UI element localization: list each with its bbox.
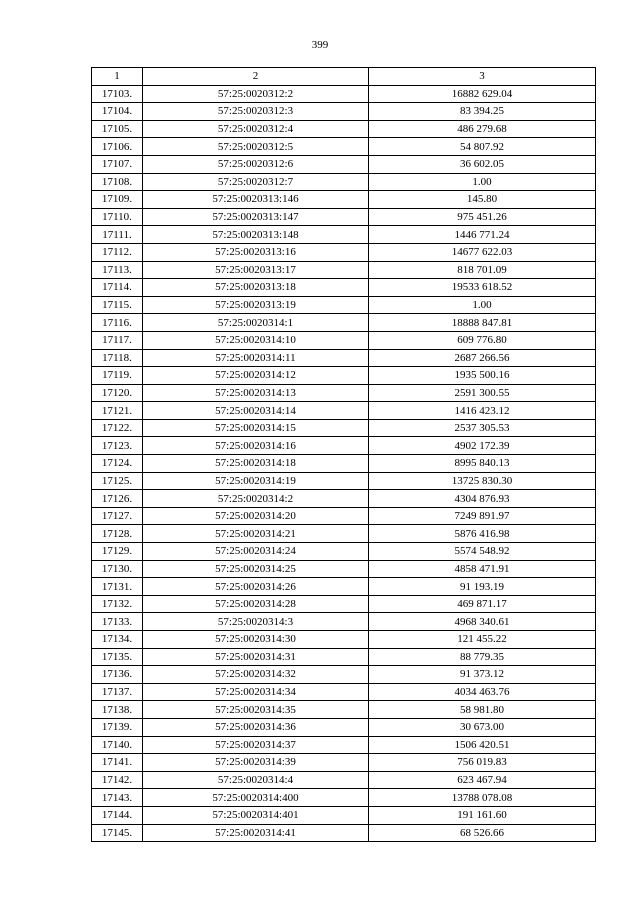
table-body bbox=[92, 85, 596, 842]
cadastral-value-cell: 18888 847.81 bbox=[369, 314, 596, 332]
cadastral-value-cell: 88 779.35 bbox=[369, 648, 596, 666]
cadastral-number-cell: 57:25:0020314:3 bbox=[143, 613, 369, 631]
cadastral-number-cell: 57:25:0020313:148 bbox=[143, 226, 369, 244]
table-row bbox=[92, 631, 596, 649]
cadastral-number-cell: 57:25:0020314:1 bbox=[143, 314, 369, 332]
page-number: 399 bbox=[311, 39, 329, 51]
cadastral-number-cell: 57:25:0020313:146 bbox=[143, 191, 369, 209]
table-row bbox=[92, 595, 596, 613]
column-header-cadastral-number: 2 bbox=[143, 68, 369, 86]
cadastral-value-cell: 975 451.26 bbox=[369, 208, 596, 226]
row-number-cell: 17117. bbox=[92, 331, 143, 349]
table-row bbox=[92, 331, 596, 349]
table-row bbox=[92, 701, 596, 719]
table-row bbox=[92, 191, 596, 209]
column-header-value: 3 bbox=[369, 68, 596, 86]
cadastral-value-cell: 83 394.25 bbox=[369, 103, 596, 121]
table-header-row bbox=[92, 68, 596, 86]
table-row bbox=[92, 314, 596, 332]
cadastral-value-cell: 54 807.92 bbox=[369, 138, 596, 156]
cadastral-value-cell: 121 455.22 bbox=[369, 631, 596, 649]
table-row bbox=[92, 613, 596, 631]
cadastral-number-cell: 57:25:0020314:30 bbox=[143, 631, 369, 649]
table-row bbox=[92, 419, 596, 437]
cadastral-value-cell: 623 467.94 bbox=[369, 771, 596, 789]
cadastral-number-cell: 57:25:0020314:13 bbox=[143, 384, 369, 402]
cadastral-number-cell: 57:25:0020314:18 bbox=[143, 455, 369, 473]
cadastral-number-cell: 57:25:0020314:24 bbox=[143, 543, 369, 561]
cadastral-number-cell: 57:25:0020314:26 bbox=[143, 578, 369, 596]
table-row bbox=[92, 384, 596, 402]
row-number-cell: 17130. bbox=[92, 560, 143, 578]
cadastral-value-cell: 1.00 bbox=[369, 296, 596, 314]
table-row bbox=[92, 666, 596, 684]
cadastral-number-cell: 57:25:0020314:39 bbox=[143, 754, 369, 772]
cadastral-value-cell: 2537 305.53 bbox=[369, 419, 596, 437]
table-row bbox=[92, 736, 596, 754]
cadastral-number-cell: 57:25:0020314:19 bbox=[143, 472, 369, 490]
table-row bbox=[92, 367, 596, 385]
cadastral-value-cell: 13788 078.08 bbox=[369, 789, 596, 807]
cadastral-number-cell: 57:25:0020314:35 bbox=[143, 701, 369, 719]
row-number-cell: 17115. bbox=[92, 296, 143, 314]
cadastral-number-cell: 57:25:0020314:41 bbox=[143, 824, 369, 842]
cadastral-number-cell: 57:25:0020314:11 bbox=[143, 349, 369, 367]
table-row bbox=[92, 455, 596, 473]
row-number-cell: 17134. bbox=[92, 631, 143, 649]
cadastral-number-cell: 57:25:0020313:18 bbox=[143, 279, 369, 297]
row-number-cell: 17124. bbox=[92, 455, 143, 473]
table-row bbox=[92, 226, 596, 244]
row-number-cell: 17135. bbox=[92, 648, 143, 666]
column-header-number: 1 bbox=[92, 68, 143, 86]
cadastral-value-cell: 818 701.09 bbox=[369, 261, 596, 279]
cadastral-number-cell: 57:25:0020314:4 bbox=[143, 771, 369, 789]
cadastral-value-cell: 91 193.19 bbox=[369, 578, 596, 596]
cadastral-number-cell: 57:25:0020314:34 bbox=[143, 683, 369, 701]
row-number-cell: 17138. bbox=[92, 701, 143, 719]
table-row bbox=[92, 120, 596, 138]
cadastral-value-cell: 2687 266.56 bbox=[369, 349, 596, 367]
cadastral-number-cell: 57:25:0020314:401 bbox=[143, 806, 369, 824]
cadastral-value-cell: 1446 771.24 bbox=[369, 226, 596, 244]
row-number-cell: 17123. bbox=[92, 437, 143, 455]
table-row bbox=[92, 349, 596, 367]
table-row bbox=[92, 648, 596, 666]
row-number-cell: 17107. bbox=[92, 155, 143, 173]
table-row bbox=[92, 560, 596, 578]
cadastral-number-cell: 57:25:0020313:19 bbox=[143, 296, 369, 314]
table-row bbox=[92, 824, 596, 842]
cadastral-value-cell: 469 871.17 bbox=[369, 595, 596, 613]
table-row bbox=[92, 507, 596, 525]
cadastral-value-cell: 4858 471.91 bbox=[369, 560, 596, 578]
row-number-cell: 17121. bbox=[92, 402, 143, 420]
table-row bbox=[92, 683, 596, 701]
cadastral-value-cell: 8995 840.13 bbox=[369, 455, 596, 473]
cadastral-value-cell: 4304 876.93 bbox=[369, 490, 596, 508]
table-row bbox=[92, 806, 596, 824]
row-number-cell: 17114. bbox=[92, 279, 143, 297]
cadastral-value-cell: 58 981.80 bbox=[369, 701, 596, 719]
cadastral-number-cell: 57:25:0020314:28 bbox=[143, 595, 369, 613]
row-number-cell: 17144. bbox=[92, 806, 143, 824]
cadastral-value-cell: 68 526.66 bbox=[369, 824, 596, 842]
cadastral-value-cell: 1506 420.51 bbox=[369, 736, 596, 754]
cadastral-value-cell: 145.80 bbox=[369, 191, 596, 209]
table-row bbox=[92, 208, 596, 226]
cadastral-number-cell: 57:25:0020314:25 bbox=[143, 560, 369, 578]
table-row bbox=[92, 789, 596, 807]
table-row bbox=[92, 754, 596, 772]
cadastral-number-cell: 57:25:0020312:6 bbox=[143, 155, 369, 173]
cadastral-value-cell: 14677 622.03 bbox=[369, 243, 596, 261]
row-number-cell: 17125. bbox=[92, 472, 143, 490]
cadastral-value-cell: 7249 891.97 bbox=[369, 507, 596, 525]
cadastral-value-cell: 1935 500.16 bbox=[369, 367, 596, 385]
cadastral-number-cell: 57:25:0020314:16 bbox=[143, 437, 369, 455]
cadastral-number-cell: 57:25:0020314:12 bbox=[143, 367, 369, 385]
cadastral-value-cell: 1.00 bbox=[369, 173, 596, 191]
cadastral-value-table bbox=[91, 67, 596, 842]
cadastral-number-cell: 57:25:0020313:17 bbox=[143, 261, 369, 279]
row-number-cell: 17118. bbox=[92, 349, 143, 367]
row-number-cell: 17129. bbox=[92, 543, 143, 561]
cadastral-number-cell: 57:25:0020313:147 bbox=[143, 208, 369, 226]
row-number-cell: 17112. bbox=[92, 243, 143, 261]
cadastral-value-cell: 16882 629.04 bbox=[369, 85, 596, 103]
row-number-cell: 17145. bbox=[92, 824, 143, 842]
cadastral-number-cell: 57:25:0020313:16 bbox=[143, 243, 369, 261]
cadastral-value-cell: 609 776.80 bbox=[369, 331, 596, 349]
table-row bbox=[92, 279, 596, 297]
table-row bbox=[92, 437, 596, 455]
cadastral-value-cell: 2591 300.55 bbox=[369, 384, 596, 402]
cadastral-number-cell: 57:25:0020312:4 bbox=[143, 120, 369, 138]
cadastral-number-cell: 57:25:0020314:31 bbox=[143, 648, 369, 666]
table-row bbox=[92, 243, 596, 261]
cadastral-value-cell: 5574 548.92 bbox=[369, 543, 596, 561]
row-number-cell: 17143. bbox=[92, 789, 143, 807]
cadastral-value-cell: 5876 416.98 bbox=[369, 525, 596, 543]
cadastral-value-cell: 13725 830.30 bbox=[369, 472, 596, 490]
row-number-cell: 17110. bbox=[92, 208, 143, 226]
row-number-cell: 17109. bbox=[92, 191, 143, 209]
table-row bbox=[92, 490, 596, 508]
table-row bbox=[92, 543, 596, 561]
cadastral-number-cell: 57:25:0020312:5 bbox=[143, 138, 369, 156]
table-row bbox=[92, 718, 596, 736]
row-number-cell: 17120. bbox=[92, 384, 143, 402]
cadastral-value-cell: 1416 423.12 bbox=[369, 402, 596, 420]
row-number-cell: 17133. bbox=[92, 613, 143, 631]
row-number-cell: 17128. bbox=[92, 525, 143, 543]
table-row bbox=[92, 578, 596, 596]
cadastral-value-cell: 91 373.12 bbox=[369, 666, 596, 684]
row-number-cell: 17136. bbox=[92, 666, 143, 684]
cadastral-number-cell: 57:25:0020314:37 bbox=[143, 736, 369, 754]
cadastral-number-cell: 57:25:0020314:32 bbox=[143, 666, 369, 684]
cadastral-number-cell: 57:25:0020314:36 bbox=[143, 718, 369, 736]
cadastral-number-cell: 57:25:0020314:15 bbox=[143, 419, 369, 437]
row-number-cell: 17116. bbox=[92, 314, 143, 332]
cadastral-value-cell: 4968 340.61 bbox=[369, 613, 596, 631]
row-number-cell: 17139. bbox=[92, 718, 143, 736]
cadastral-value-cell: 191 161.60 bbox=[369, 806, 596, 824]
row-number-cell: 17119. bbox=[92, 367, 143, 385]
cadastral-value-cell: 4034 463.76 bbox=[369, 683, 596, 701]
row-number-cell: 17126. bbox=[92, 490, 143, 508]
row-number-cell: 17131. bbox=[92, 578, 143, 596]
row-number-cell: 17104. bbox=[92, 103, 143, 121]
table-row bbox=[92, 138, 596, 156]
row-number-cell: 17103. bbox=[92, 85, 143, 103]
table-row bbox=[92, 771, 596, 789]
table-row bbox=[92, 402, 596, 420]
table-row bbox=[92, 173, 596, 191]
table-row bbox=[92, 155, 596, 173]
cadastral-value-cell: 756 019.83 bbox=[369, 754, 596, 772]
cadastral-number-cell: 57:25:0020314:10 bbox=[143, 331, 369, 349]
cadastral-value-cell: 36 602.05 bbox=[369, 155, 596, 173]
cadastral-value-cell: 4902 172.39 bbox=[369, 437, 596, 455]
cadastral-number-cell: 57:25:0020312:3 bbox=[143, 103, 369, 121]
cadastral-number-cell: 57:25:0020314:14 bbox=[143, 402, 369, 420]
table-row bbox=[92, 472, 596, 490]
row-number-cell: 17137. bbox=[92, 683, 143, 701]
table-row bbox=[92, 261, 596, 279]
row-number-cell: 17140. bbox=[92, 736, 143, 754]
cadastral-number-cell: 57:25:0020314:400 bbox=[143, 789, 369, 807]
table-row bbox=[92, 85, 596, 103]
row-number-cell: 17105. bbox=[92, 120, 143, 138]
cadastral-value-cell: 486 279.68 bbox=[369, 120, 596, 138]
row-number-cell: 17127. bbox=[92, 507, 143, 525]
cadastral-number-cell: 57:25:0020314:20 bbox=[143, 507, 369, 525]
table-row bbox=[92, 525, 596, 543]
cadastral-value-cell: 30 673.00 bbox=[369, 718, 596, 736]
cadastral-number-cell: 57:25:0020314:21 bbox=[143, 525, 369, 543]
row-number-cell: 17122. bbox=[92, 419, 143, 437]
cadastral-number-cell: 57:25:0020312:7 bbox=[143, 173, 369, 191]
cadastral-value-cell: 19533 618.52 bbox=[369, 279, 596, 297]
row-number-cell: 17132. bbox=[92, 595, 143, 613]
table-row bbox=[92, 296, 596, 314]
row-number-cell: 17108. bbox=[92, 173, 143, 191]
row-number-cell: 17141. bbox=[92, 754, 143, 772]
row-number-cell: 17113. bbox=[92, 261, 143, 279]
table-row bbox=[92, 103, 596, 121]
row-number-cell: 17106. bbox=[92, 138, 143, 156]
row-number-cell: 17142. bbox=[92, 771, 143, 789]
row-number-cell: 17111. bbox=[92, 226, 143, 244]
cadastral-number-cell: 57:25:0020314:2 bbox=[143, 490, 369, 508]
cadastral-number-cell: 57:25:0020312:2 bbox=[143, 85, 369, 103]
